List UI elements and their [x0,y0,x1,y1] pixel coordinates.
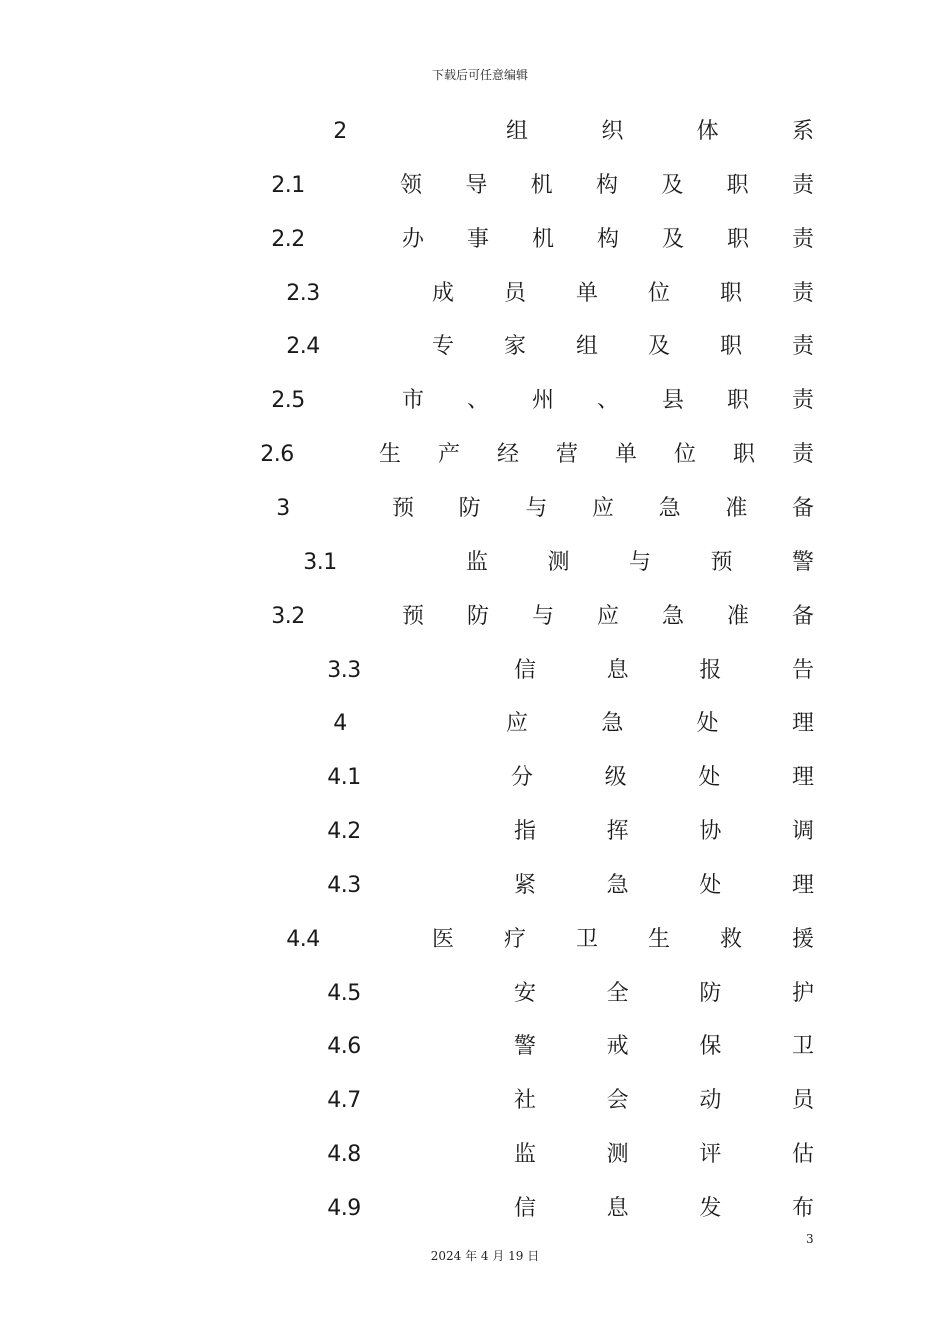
toc-title-char: 、 [596,388,620,414]
toc-title-char: 处 [698,765,721,791]
toc-title-char: 监 [465,549,489,575]
toc-title-char: 领 [399,172,423,198]
toc-title-char: 卫 [791,1034,815,1060]
toc-entry-number: 3 [276,495,290,521]
toc-entry-number: 2 [333,119,347,144]
toc-title-char: 备 [791,495,815,521]
toc-title-char: 员 [503,280,527,306]
toc-title-char: 戒 [606,1034,629,1060]
toc-title-char: 指 [513,819,537,845]
toc-title-char: 发 [699,1196,722,1221]
toc-title-char: 机 [531,226,555,252]
toc-entry[interactable] [0,1140,950,1170]
toc-title-char: 系 [791,119,815,144]
toc-title-char: 准 [725,495,748,521]
toc-title-char: 护 [791,980,815,1006]
toc-title-char: 、 [466,388,490,414]
toc-title-char: 职 [719,280,743,306]
toc-title-char: 息 [606,1196,629,1221]
toc-title-char: 及 [647,334,671,360]
toc-entry[interactable] [0,279,950,309]
toc-title-char: 应 [505,711,529,737]
toc-title-char: 信 [513,1196,537,1221]
toc-title-char: 测 [606,1142,629,1168]
toc-entry[interactable] [0,817,950,847]
toc-title-char: 息 [606,657,629,683]
toc-title-char: 及 [661,226,685,252]
toc-title-char: 级 [604,765,627,791]
toc-title-char: 组 [575,334,599,360]
toc-title-char: 保 [699,1034,722,1060]
toc-entry[interactable] [0,602,950,632]
toc-title-char: 与 [628,549,652,575]
toc-title-char: 责 [791,442,815,468]
toc-entry-number: 4.8 [327,1142,361,1168]
toc-title-char: 县 [661,388,685,414]
toc-title-char: 事 [466,226,490,252]
toc-title-char: 布 [791,1196,815,1221]
toc-title-char: 评 [699,1142,722,1168]
page-footer-date: 2024 年 4 月 19 日 [430,1249,540,1263]
toc-entry[interactable] [0,709,950,739]
page-header: 下载后可任意编辑 [431,68,528,82]
toc-title-char: 职 [726,388,750,414]
toc-title-char: 安 [513,980,537,1006]
toc-title-char: 调 [791,819,815,845]
toc-title-char: 责 [791,172,815,198]
toc-entry[interactable] [0,763,950,793]
toc-title-char: 机 [530,172,553,198]
toc-title-char: 紧 [513,872,537,898]
toc-entry-number: 4.6 [327,1034,361,1060]
toc-title-char: 位 [647,280,671,306]
toc-title-char: 经 [496,442,520,468]
toc-title-char: 产 [437,442,461,468]
toc-title-char: 准 [726,603,750,629]
toc-title-char: 医 [431,926,455,952]
toc-title-char: 营 [555,442,579,468]
toc-title-char: 构 [596,226,620,252]
toc-entry-number: 2.1 [271,172,305,198]
toc-title-char: 挥 [606,819,629,845]
toc-title-char: 家 [503,334,527,360]
toc-title-char: 警 [513,1034,537,1060]
toc-title-char: 预 [401,603,425,629]
toc-entry-number: 4.1 [327,765,361,791]
toc-title-char: 理 [791,765,815,791]
toc-title-char: 急 [606,872,629,898]
toc-title-char: 员 [791,1088,815,1114]
toc-entry-number: 3.2 [271,603,305,629]
toc-entry[interactable] [0,656,950,686]
toc-title-char: 体 [696,119,719,144]
toc-title-char: 估 [791,1142,815,1168]
toc-title-char: 防 [458,495,481,521]
toc-title-char: 与 [525,495,548,521]
page-number: 3 [806,1232,814,1246]
toc-title-char: 责 [791,280,815,306]
toc-entry-number: 2.2 [271,226,305,252]
toc-title-char: 急 [601,711,624,737]
toc-title-char: 报 [699,657,722,683]
toc-entry[interactable] [0,225,950,255]
toc-entry[interactable] [0,386,950,416]
toc-entry[interactable] [0,548,950,578]
toc-title-char: 职 [719,334,743,360]
toc-entry-number: 2.5 [271,388,305,414]
toc-title-char: 单 [575,280,599,306]
toc-title-char: 组 [505,119,529,144]
toc-entry[interactable] [0,979,950,1009]
toc-title-char: 职 [732,442,756,468]
toc-title-char: 市 [401,388,425,414]
toc-title-char: 办 [401,226,425,252]
toc-title-char: 协 [699,819,722,845]
toc-title-char: 单 [614,442,638,468]
toc-title-char: 疗 [503,926,527,952]
toc-entry-number: 4.5 [327,980,361,1006]
toc-title-char: 专 [431,334,455,360]
toc-entry[interactable] [0,871,950,901]
toc-title-char: 职 [726,226,750,252]
toc-title-char: 应 [596,603,620,629]
toc-title-char: 全 [606,980,629,1006]
toc-entry[interactable] [0,440,950,470]
toc-title-char: 织 [601,119,624,144]
toc-entry-number: 2.4 [286,334,320,360]
toc-title-char: 防 [699,980,722,1006]
toc-title-char: 预 [710,549,733,575]
toc-title-char: 告 [791,657,815,683]
toc-entry[interactable] [0,1032,950,1062]
toc-title-char: 卫 [575,926,599,952]
toc-title-char: 导 [465,172,488,198]
toc-entry-number: 3.1 [303,549,337,575]
toc-title-char: 防 [466,603,490,629]
toc-title-char: 生 [647,926,671,952]
toc-title-char: 会 [606,1088,629,1114]
toc-entry[interactable] [0,117,950,147]
toc-title-char: 生 [378,442,402,468]
toc-title-char: 警 [791,549,815,575]
toc-title-char: 州 [531,388,555,414]
toc-title-char: 测 [547,549,570,575]
toc-title-char: 构 [595,172,619,198]
toc-title-char: 责 [791,334,815,360]
toc-entry-number: 2.3 [286,280,320,306]
toc-title-char: 职 [726,172,749,198]
toc-title-char: 监 [513,1142,537,1168]
toc-title-char: 信 [513,657,537,683]
toc-entry[interactable] [0,494,950,524]
toc-title-char: 动 [699,1088,722,1114]
toc-entry-number: 4 [333,711,347,737]
toc-entry[interactable] [0,925,950,955]
toc-entry-number: 4.4 [286,926,320,952]
toc-entry[interactable] [0,1194,950,1224]
toc-entry-number: 4.9 [327,1196,361,1221]
toc-title-char: 救 [719,926,743,952]
toc-title-char: 及 [661,172,684,198]
toc-title-char: 成 [431,280,455,306]
toc-title-char: 援 [791,926,815,952]
toc-entry[interactable] [0,1086,950,1116]
toc-title-char: 处 [696,711,719,737]
toc-title-char: 急 [658,495,681,521]
toc-entry-number: 4.7 [327,1088,361,1114]
toc-entry[interactable] [0,332,950,362]
toc-title-char: 与 [531,603,555,629]
toc-entry-number: 4.3 [327,872,361,898]
toc-title-char: 备 [791,603,815,629]
toc-title-char: 应 [591,495,615,521]
toc-title-char: 理 [791,711,815,737]
toc-entry[interactable] [0,171,950,201]
toc-entry-number: 4.2 [327,819,361,845]
toc-entry-number: 2.6 [260,442,294,468]
toc-title-char: 位 [673,442,697,468]
toc-entry-number: 3.3 [327,657,361,683]
toc-title-char: 责 [791,226,815,252]
toc-title-char: 分 [510,765,534,791]
toc-title-char: 预 [391,495,415,521]
toc-title-char: 处 [699,872,722,898]
toc-title-char: 社 [513,1088,537,1114]
toc-title-char: 急 [661,603,685,629]
toc-title-char: 理 [791,872,815,898]
toc-title-char: 责 [791,388,815,414]
